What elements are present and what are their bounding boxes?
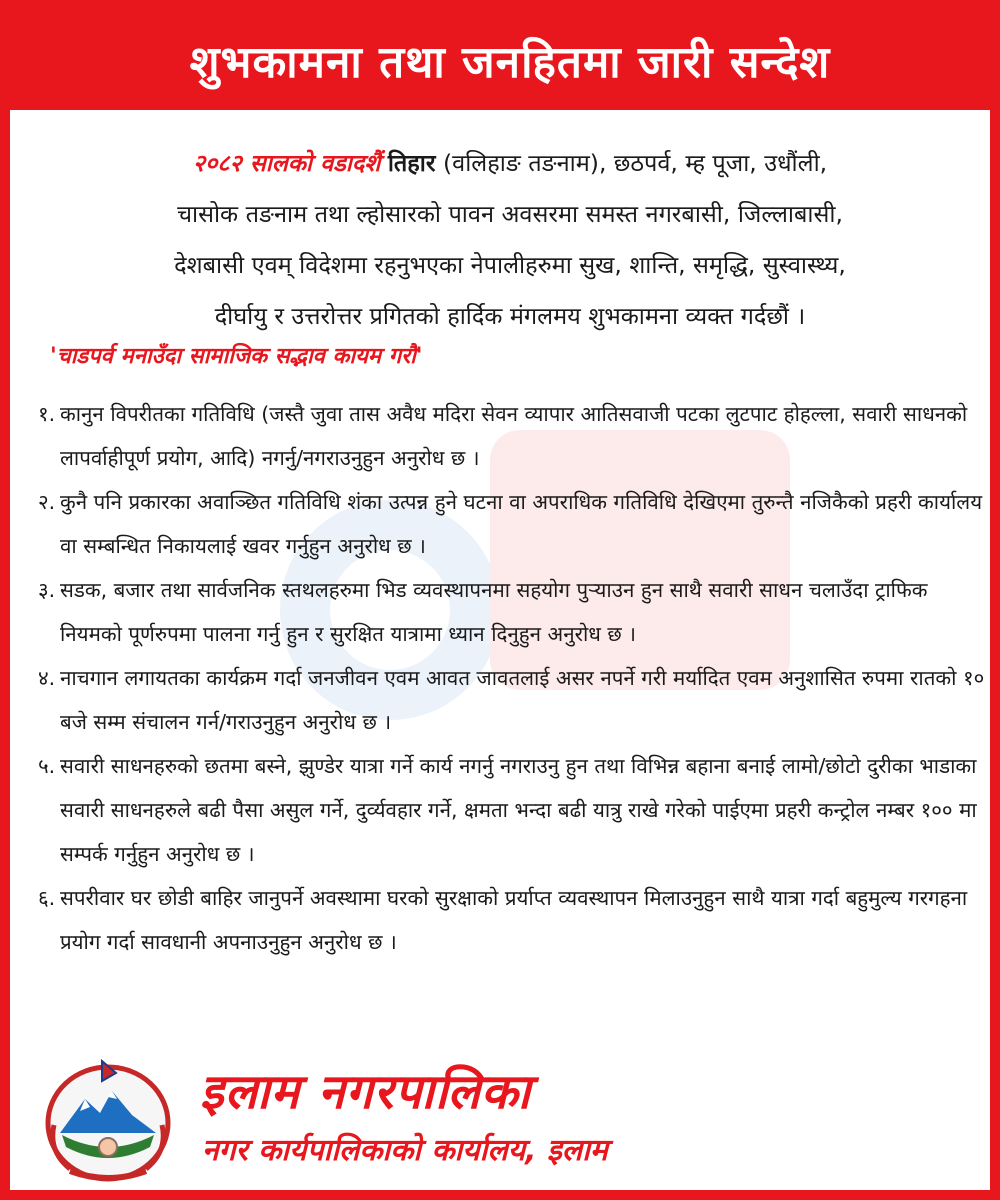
item-text: सपरीवार घर छोडी बाहिर जानुपर्ने अवस्थामा घरको सुरक्षाको प्रर्याप्त व्यवस्थापन मिलाउनुहुन साथै यात्रा गर्दा बहुमुल्य गरगहना प्रयोग गर्दा सावधानी अपनाउनुहुन अनुरोध छ । <box>60 886 968 954</box>
list-item <box>38 876 986 964</box>
intro-line-3: देशबासी एवम् विदेशमा रहनुभएका नेपालीहरुमा सुख, शान्ति, समृद्धि, सुस्वास्थ्य, <box>174 251 846 279</box>
intro-line-4: दीर्घायु र उत्तरोत्तर प्रगितको हार्दिक मंगलमय शुभकामना व्यक्त गर्दछौं । <box>214 302 806 330</box>
year-label: २०८२ सालको वडादशैं <box>192 149 381 177</box>
item-number: ४. <box>38 666 56 690</box>
list-item <box>38 744 986 876</box>
slogan: 'चाडपर्व मनाउँदा सामाजिक सद्भाव कायम गरौ' <box>50 344 423 369</box>
notice-list <box>38 392 986 964</box>
item-number: १. <box>38 402 56 426</box>
item-text: सवारी साधनहरुको छतमा बस्ने, झुण्डेर यात्रा गर्ने कार्य नगर्नु नगराउनु हुन तथा विभिन्न बहाना बनाई लामो/छोटो दुरीका भाडाका सवारी साधनहरुले बढी पैसा असुल गर्ने, दुर्व्यवहार गर्ने, क्षमता भन्दा बढी यात्रु राखे गरेको पाईएमा प्रहरी कन्ट्रोल नम्बर १०० मा सम्पर्क गर्नुहुन अनुरोध छ । <box>60 754 977 866</box>
festival-name: तिहार <box>387 149 436 177</box>
item-number: ५. <box>38 754 56 778</box>
item-text: नाचगान लगायतका कार्यक्रम गर्दा जनजीवन एवम आवत जावतलाई असर नपर्ने गरी मर्यादित एवम अनुशासित रुपमा रातको १० बजे सम्म संचालन गर्न/गराउनुहुन अनुरोध छ । <box>60 666 985 734</box>
intro-line-2: चासोक तङनाम तथा ल्होसारको पावन अवसरमा समस्त नगरबासी, जिल्लाबासी, <box>177 200 843 228</box>
list-item <box>38 392 986 480</box>
municipality-name: इलाम नगरपालिका <box>200 1064 532 1120</box>
item-text: कुनै पनि प्रकारका अवाञ्छित गतिविधि शंका उत्पन्न हुने घटना वा अपराधिक गतिविधि देखिएमा तुरुन्तै नजिकैको प्रहरी कार्यालय वा सम्बन्धित निकायलाई खवर गर्नुहुन अनुरोध छ । <box>60 490 983 558</box>
item-number: ३. <box>38 578 56 602</box>
emblem-icon <box>40 1055 176 1185</box>
header-title: शुभकामना तथा जनहितमा जारी सन्देश <box>189 37 831 88</box>
list-item <box>38 656 986 744</box>
item-number: ६. <box>38 886 56 910</box>
item-text: सडक, बजार तथा सार्वजनिक स्तथलहरुमा भिड व्यवस्थापनमा सहयोग पुर्‍याउन हुन साथै सवारी साधन चलाउँदा ट्राफिक नियमको पूर्णरुपमा पालना गर्नु हुन र सुरक्षित यात्रामा ध्यान दिनुहुन अनुरोध छ । <box>60 578 928 646</box>
intro-line-1: (वलिहाङ तङनाम), छठपर्व, म्ह पूजा, उधौंली, <box>442 149 828 177</box>
list-item <box>38 568 986 656</box>
item-text: कानुन विपरीतका गतिविधि (जस्तै जुवा तास अवैध मदिरा सेवन व्यापार आतिसवाजी पटका लुटपाट होहल्ला, सवारी साधनको लापर्वाहीपूर्ण प्रयोग, आदि) नगर्नु/नगराउनुहुन अनुरोध छ । <box>60 402 968 470</box>
greeting-paragraph <box>38 138 982 342</box>
item-number: २. <box>38 490 56 514</box>
office-name: नगर कार्यपालिकाको कार्यालय, इलाम <box>202 1133 608 1168</box>
page-title <box>10 10 1000 110</box>
list-item <box>38 480 986 568</box>
